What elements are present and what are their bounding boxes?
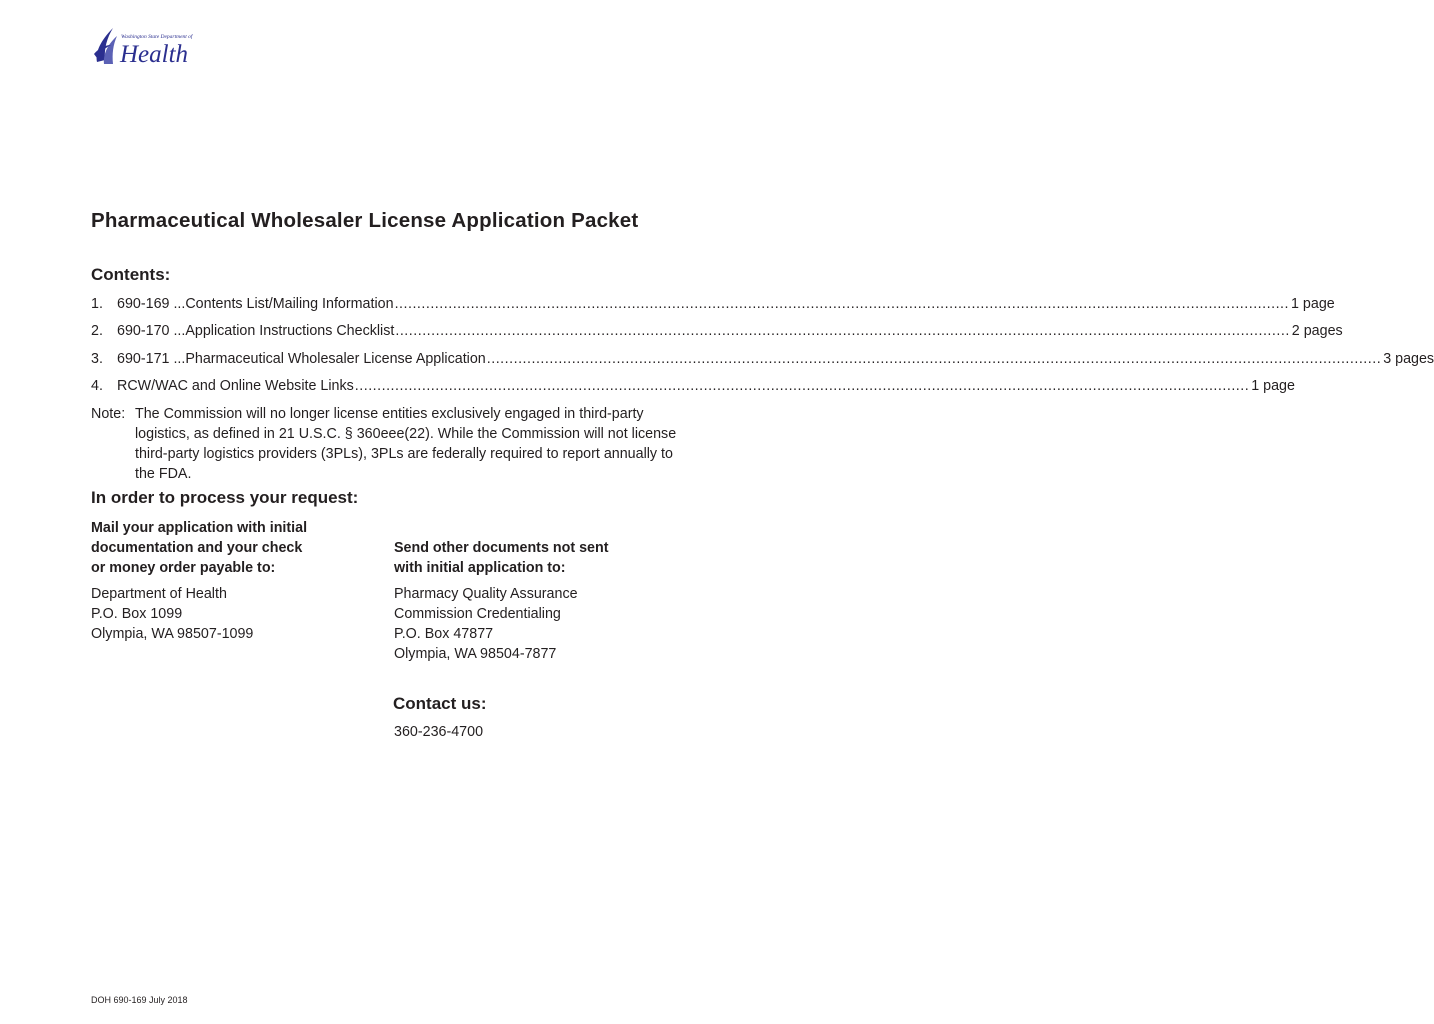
form-footer: DOH 690-169 July 2018 [91, 995, 188, 1005]
address-line: Pharmacy Quality Assurance [394, 586, 578, 602]
address-line: Olympia, WA 98504-7877 [394, 646, 557, 662]
contents-list [91, 296, 1434, 405]
address-line: P.O. Box 47877 [394, 626, 494, 642]
mail-heading [91, 518, 361, 578]
address-line: Department of Health [91, 586, 227, 602]
item-title: Contents List/Mailing Information [185, 296, 394, 312]
address-line: P.O. Box 1099 [91, 606, 183, 622]
mail-heading-line: documentation and your check [91, 540, 303, 556]
item-title: RCW/WAC and Online Website Links [117, 377, 354, 394]
contents-item [91, 296, 1335, 323]
item-number: 1. [91, 296, 103, 312]
form-code: 690-170 ... [117, 323, 186, 340]
dot-leader: ........................................................................................................................................................................................................ [486, 350, 1382, 367]
item-number: 2. [91, 323, 103, 340]
contents-item [91, 323, 1343, 350]
form-code: 690-171 ... [117, 350, 186, 367]
note [91, 404, 683, 484]
item-number: 4. [91, 377, 103, 394]
doh-logo-icon [91, 18, 203, 70]
other-heading-line: with initial application to: [394, 560, 566, 576]
dot-leader: ........................................................................................................................................................................................................ [394, 296, 1289, 312]
item-title: Application Instructions Checklist [185, 323, 395, 340]
contents-item [91, 377, 1295, 405]
item-title: Pharmaceutical Wholesaler License Application [185, 350, 486, 367]
item-number: 3. [91, 350, 103, 367]
page-title: Pharmaceutical Wholesaler License Application Packet [91, 209, 639, 232]
form-code: 690-169 ... [117, 296, 186, 312]
contact-heading: Contact us: [393, 694, 487, 713]
dot-leader: ........................................................................................................................................................................................................ [395, 323, 1290, 340]
page-count: 1 page [1251, 377, 1295, 394]
process-heading: In order to process your request: [91, 488, 359, 507]
note-text: The Commission will no longer license entities exclusively engaged in third-party logistics, as defined in 21 U.S.C. § 360eee(22). While the Commission will not license third-party logistics providers (3PLs), 3PLs are federally required to report annually to the FDA. [135, 406, 677, 482]
svg-text:Washington State Department of: Washington State Department of [121, 34, 193, 40]
mail-heading-line: Mail your application with initial [91, 520, 308, 536]
page-count: 3 pages [1383, 350, 1434, 367]
other-heading-line: Send other documents not sent [394, 540, 609, 556]
contents-item [91, 350, 1434, 378]
page-count: 2 pages [1291, 323, 1343, 340]
mail-address [91, 584, 253, 644]
mail-heading-line: or money order payable to: [91, 560, 276, 576]
address-line: Olympia, WA 98507-1099 [91, 626, 254, 642]
note-label: Note: [91, 406, 126, 422]
page-count: 1 page [1291, 296, 1335, 312]
other-documents-address [394, 584, 578, 664]
other-documents-heading [394, 538, 664, 578]
contents-heading: Contents: [91, 265, 171, 284]
contact-phone: 360-236-4700 [394, 724, 484, 740]
address-line: Commission Credentialing [394, 606, 561, 622]
svg-text:Health: Health [120, 41, 189, 68]
dot-leader: ........................................................................................................................................................................................................ [354, 377, 1250, 394]
doh-logo [91, 18, 203, 70]
